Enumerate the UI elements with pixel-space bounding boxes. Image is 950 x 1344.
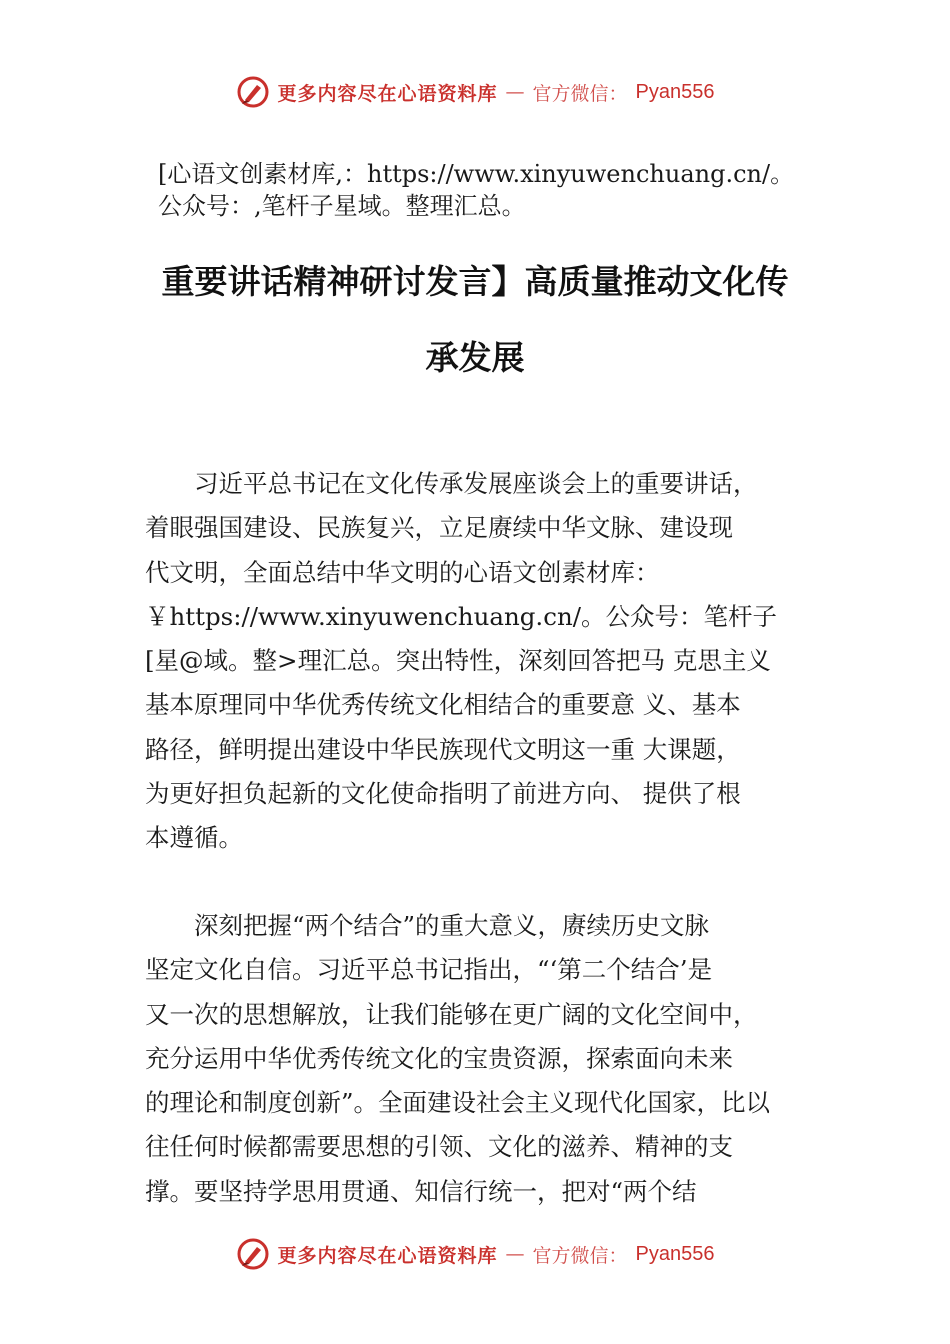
- brush-logo-icon: [236, 1237, 270, 1271]
- paragraph-line: 习近平总书记在文化传承发展座谈会上的重要讲话，: [145, 469, 758, 498]
- source-note-line: 公众号：,笔杆子星域。整理汇总。: [158, 192, 526, 220]
- footer-banner: [0, 1232, 950, 1276]
- source-note-line: [心语文创素材库,：https://www.xinyuwenchuang.cn/。: [158, 160, 795, 188]
- banner-main-text: 更多内容尽在心语资料库: [277, 82, 498, 105]
- paragraph-line: 路径，鲜明提出建设中华民族现代文明这一重 大课题，: [145, 734, 741, 764]
- banner-main-text: 更多内容尽在心语资料库: [277, 1244, 498, 1267]
- banner-sub-text: 官方微信：: [532, 1244, 628, 1267]
- banner-dash: —: [505, 1243, 525, 1265]
- body-paragraph-1: [145, 462, 835, 861]
- banner-dash: —: [505, 81, 525, 103]
- source-note: [158, 158, 858, 222]
- paragraph-line: 充分运用中华优秀传统文化的宝贵资源，探索面向未来: [145, 1043, 733, 1073]
- paragraph-line: 撑。要坚持学思用贯通、知信行统一，把对“两个结: [145, 1176, 697, 1206]
- banner-wechat-id: Pyan556: [635, 80, 715, 103]
- paragraph-line: 的理论和制度创新”。全面建设社会主义现代化国家，比以: [145, 1088, 771, 1118]
- paragraph-line: 代文明，全面总结中华文明的心语文创素材库：: [145, 557, 660, 587]
- body-paragraph-2: [145, 904, 835, 1214]
- paragraph-line: 基本原理同中华优秀传统文化相结合的重要意 义、基本: [145, 690, 741, 720]
- header-banner: [0, 70, 950, 114]
- paragraph-line: 坚定文化自信。习近平总书记指出，“‘第二个结合’是: [145, 955, 713, 985]
- paragraph-line: [星@域。整>理汇总。突出特性，深刻回答把马 克思主义: [145, 646, 771, 676]
- paragraph-line: 往任何时候都需要思想的引领、文化的滋养、精神的支: [145, 1132, 733, 1162]
- paragraph-line: 又一次的思想解放，让我们能够在更广阔的文化空间中，: [145, 999, 758, 1029]
- banner-sub-text: 官方微信：: [532, 82, 628, 105]
- paragraph-line: 为更好担负起新的文化使命指明了前进方向、 提供了根: [145, 779, 741, 809]
- paragraph-line: ￥https://www.xinyuwenchuang.cn/。公众号：笔杆子: [145, 601, 777, 631]
- banner-wechat-id: Pyan556: [635, 1242, 715, 1265]
- paragraph-line: 深刻把握“两个结合”的重大意义，赓续历史文脉: [145, 911, 710, 940]
- paragraph-line: 本遵循。: [145, 823, 243, 853]
- document-title: [100, 244, 850, 396]
- title-line: 承发展: [425, 338, 525, 377]
- brush-logo-icon: [236, 75, 270, 109]
- paragraph-line: 着眼强国建设、民族复兴，立足赓续中华文脉、建设现: [145, 513, 733, 543]
- title-line: 重要讲话精神研讨发言】高质量推动文化传: [161, 262, 789, 301]
